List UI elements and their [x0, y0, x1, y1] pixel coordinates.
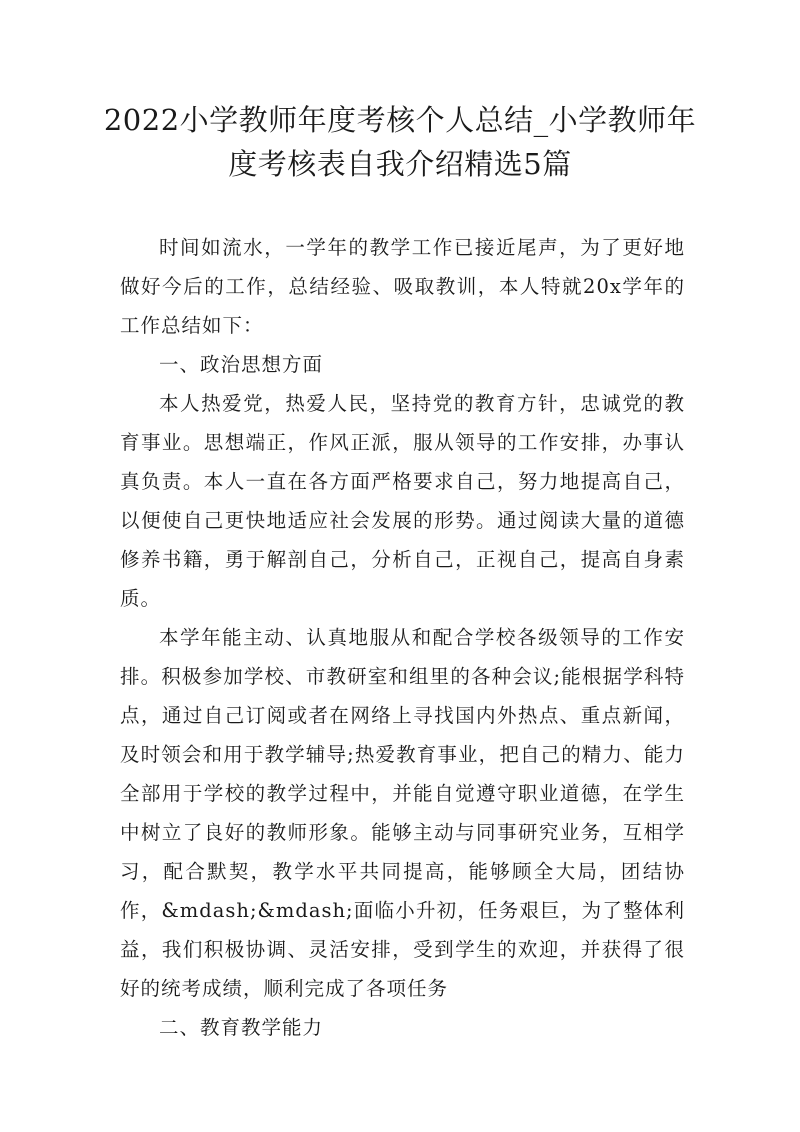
- document-body: [120, 228, 685, 1047]
- political-paragraph: 本人热爱党，热爱人民，坚持党的教育方针，忠诚党的教育事业。思想端正，作风正派，服从领导的工作安排，办事认真负责。本人一直在各方面严格要求自己，努力地提高自己，以便使自己更快地适应社会发展的形势。通过阅读大量的道德修养书籍，勇于解剖自己，分析自己，正视自己，提高自身素质。: [120, 392, 685, 610]
- section-heading-teaching: 二、教育教学能力: [159, 1016, 324, 1039]
- work-paragraph: 本学年能主动、认真地服从和配合学校各级领导的工作安排。积极参加学校、市教研室和组里的各种会议;能根据学科特点，通过自己订阅或者在网络上寻找国内外热点、重点新闻，及时领会和用于教学辅导;热爱教育事业，把自己的精力、能力全部用于学校的教学过程中，并能自觉遵守职业道德，在学生中树立了良好的教师形象。能够主动与同事研究业务，互相学习，配合默契，教学水平共同提高，能够顾全大局，团结协作，&mdash;&mdash;面临小升初，任务艰巨，为了整体利益，我们积极协调、灵活安排，受到学生的欢迎，并获得了很好的统考成绩，顺利完成了各项任务: [120, 626, 685, 1000]
- section-heading-political: 一、政治思想方面: [159, 353, 324, 376]
- document-title: 2022小学教师年度考核个人总结_小学教师年度考核表自我介绍精选5篇: [103, 103, 697, 181]
- intro-paragraph: 时间如流水，一学年的教学工作已接近尾声，为了更好地做好今后的工作，总结经验、吸取教训，本人特就20x学年的工作总结如下：: [120, 236, 685, 337]
